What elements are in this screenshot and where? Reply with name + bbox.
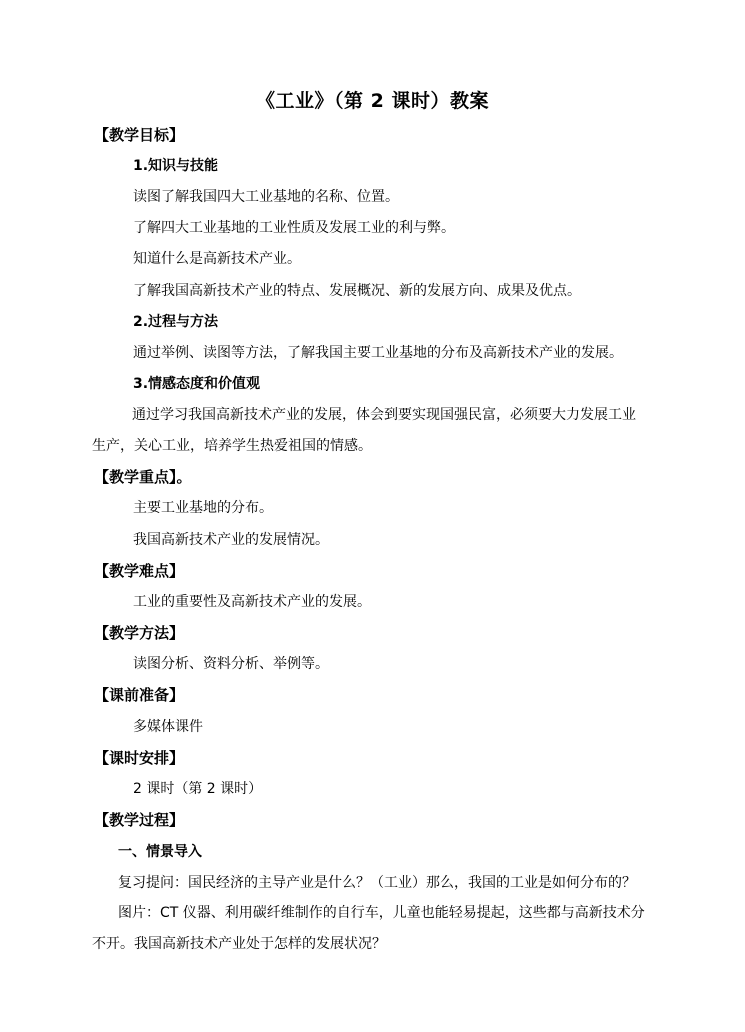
key-point-item: 我国高新技术产业的发展情况。 (133, 532, 329, 548)
process-methods-text: 通过举例、读图等方法，了解我国主要工业基地的分布及高新技术产业的发展。 (133, 345, 623, 361)
review-question-text: 复习提问：国民经济的主导产业是什么？（工业）那么，我国的工业是如何分布的？ (118, 875, 636, 891)
schedule-text: 2 课时（第 2 课时） (133, 781, 263, 797)
schedule-heading: 【课时安排】 (94, 749, 185, 767)
key-point-item: 主要工业基地的分布。 (133, 500, 273, 516)
emotion-values-heading: 3.情感态度和价值观 (133, 376, 261, 392)
knowledge-item: 了解我国高新技术产业的特点、发展概况、新的发展方向、成果及优点。 (133, 283, 581, 299)
knowledge-skills-heading: 1.知识与技能 (133, 158, 219, 174)
procedure-heading: 【教学过程】 (94, 811, 185, 829)
knowledge-item: 知道什么是高新技术产业。 (133, 251, 301, 267)
preparation-heading: 【课前准备】 (94, 686, 185, 704)
methods-text: 读图分析、资料分析、举例等。 (133, 656, 329, 672)
emotion-values-text: 通过学习我国高新技术产业的发展，体会到要实现国强民富，必须要大力发展工业生产，关心工业，培养学生热爱祖国的情感。 (92, 407, 636, 454)
process-methods-heading: 2.过程与方法 (133, 314, 219, 330)
knowledge-item: 读图了解我国四大工业基地的名称、位置。 (133, 189, 399, 205)
objectives-heading: 【教学目标】 (94, 126, 185, 144)
methods-heading: 【教学方法】 (94, 624, 185, 642)
situation-intro-heading: 一、情景导入 (118, 844, 202, 860)
document-title: 《工业》（第 2 课时）教案 (256, 90, 489, 112)
picture-text: 图片：CT 仪器、利用碳纤维制作的自行车，儿童也能轻易提起，这些都与高新技术分不开。我国高新技术产业处于怎样的发展状况？ (92, 905, 645, 952)
difficulties-text: 工业的重要性及高新技术产业的发展。 (133, 594, 371, 610)
difficulties-heading: 【教学难点】 (94, 562, 185, 580)
preparation-text: 多媒体课件 (133, 719, 203, 735)
knowledge-item: 了解四大工业基地的工业性质及发展工业的利与弊。 (133, 220, 455, 236)
key-points-heading: 【教学重点】。 (94, 468, 192, 486)
